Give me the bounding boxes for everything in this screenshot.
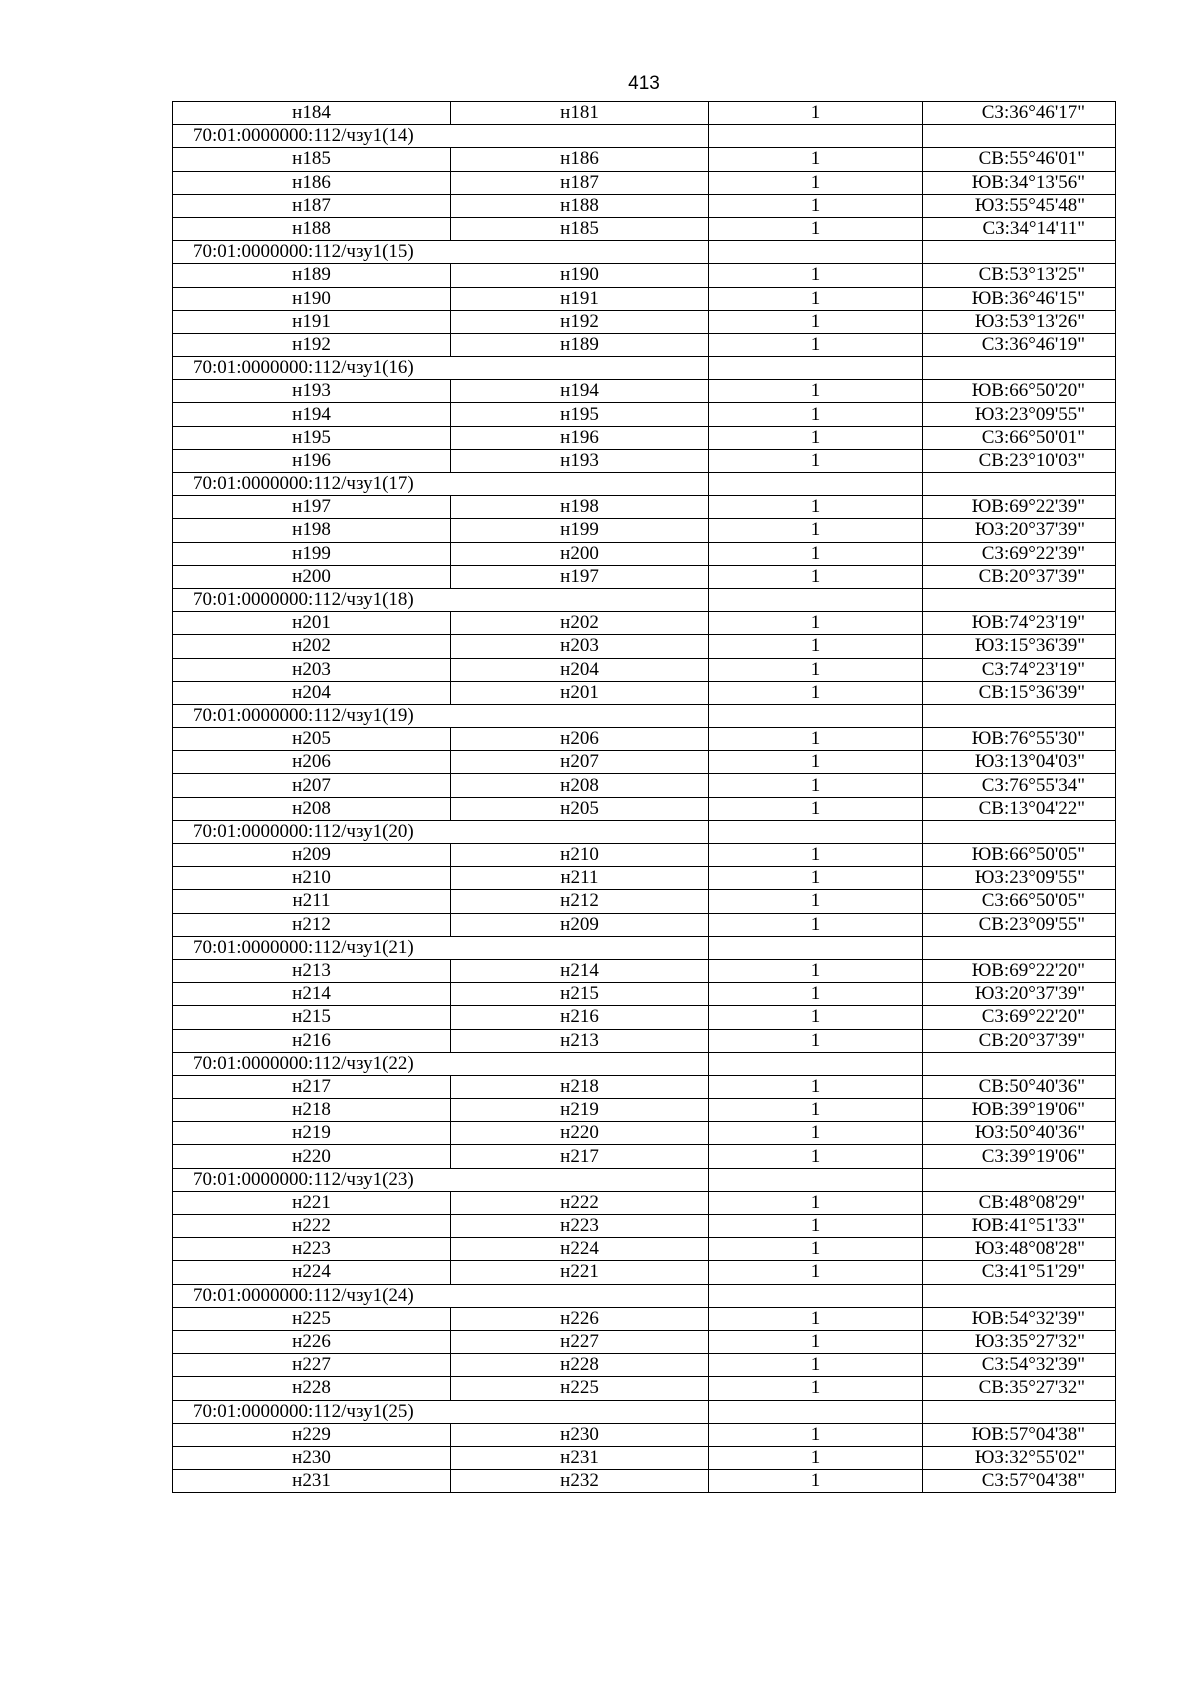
point-from: н205 — [173, 728, 451, 751]
point-to: н181 — [451, 102, 709, 125]
segment-count: 1 — [709, 1006, 923, 1029]
parcel-group-row — [173, 1052, 1116, 1075]
table-row — [173, 983, 1116, 1006]
point-to: н211 — [451, 867, 709, 890]
point-to: н191 — [451, 287, 709, 310]
point-from: н216 — [173, 1029, 451, 1052]
segment-count: 1 — [709, 1238, 923, 1261]
segment-count: 1 — [709, 844, 923, 867]
segment-count: 1 — [709, 1215, 923, 1238]
parcel-label: 70:01:0000000:112/чзу1(16) — [173, 357, 709, 380]
segment-count: 1 — [709, 333, 923, 356]
empty-cell — [923, 473, 1116, 496]
empty-cell — [923, 1400, 1116, 1423]
bearing: ЮВ:69°22'20" — [923, 959, 1116, 982]
segment-count: 1 — [709, 1099, 923, 1122]
point-from: н225 — [173, 1307, 451, 1330]
bearing: ЮЗ:20°37'39" — [923, 519, 1116, 542]
empty-cell — [709, 241, 923, 264]
segment-count: 1 — [709, 380, 923, 403]
point-to: н214 — [451, 959, 709, 982]
bearing: СЗ:54°32'39" — [923, 1354, 1116, 1377]
table-row — [173, 1145, 1116, 1168]
segment-count: 1 — [709, 403, 923, 426]
table-row — [173, 635, 1116, 658]
table-row — [173, 403, 1116, 426]
parcel-group-row — [173, 125, 1116, 148]
segment-count: 1 — [709, 1075, 923, 1098]
table-row — [173, 102, 1116, 125]
point-to: н196 — [451, 426, 709, 449]
segment-count: 1 — [709, 1261, 923, 1284]
segment-count: 1 — [709, 1122, 923, 1145]
point-to: н226 — [451, 1307, 709, 1330]
point-from: н196 — [173, 449, 451, 472]
segment-count: 1 — [709, 565, 923, 588]
point-from: н213 — [173, 959, 451, 982]
point-to: н190 — [451, 264, 709, 287]
point-from: н228 — [173, 1377, 451, 1400]
point-from: н194 — [173, 403, 451, 426]
point-to: н189 — [451, 333, 709, 356]
bearing: ЮЗ:23°09'55" — [923, 867, 1116, 890]
point-to: н187 — [451, 171, 709, 194]
point-from: н197 — [173, 496, 451, 519]
empty-cell — [923, 1284, 1116, 1307]
table-row — [173, 844, 1116, 867]
point-to: н224 — [451, 1238, 709, 1261]
table-row — [173, 565, 1116, 588]
point-from: н219 — [173, 1122, 451, 1145]
segment-count: 1 — [709, 635, 923, 658]
empty-cell — [923, 936, 1116, 959]
empty-cell — [923, 125, 1116, 148]
table-row — [173, 1354, 1116, 1377]
point-to: н228 — [451, 1354, 709, 1377]
point-from: н226 — [173, 1330, 451, 1353]
segment-count: 1 — [709, 612, 923, 635]
table-row — [173, 449, 1116, 472]
bearing: ЮВ:66°50'20" — [923, 380, 1116, 403]
point-from: н188 — [173, 217, 451, 240]
table-row — [173, 1470, 1116, 1493]
parcel-label: 70:01:0000000:112/чзу1(21) — [173, 936, 709, 959]
point-to: н194 — [451, 380, 709, 403]
boundary-table-body — [173, 102, 1116, 1493]
table-row — [173, 217, 1116, 240]
empty-cell — [709, 1052, 923, 1075]
segment-count: 1 — [709, 496, 923, 519]
parcel-label: 70:01:0000000:112/чзу1(17) — [173, 473, 709, 496]
point-from: н190 — [173, 287, 451, 310]
table-row — [173, 890, 1116, 913]
bearing: ЮВ:39°19'06" — [923, 1099, 1116, 1122]
point-to: н225 — [451, 1377, 709, 1400]
point-to: н188 — [451, 194, 709, 217]
point-from: н222 — [173, 1215, 451, 1238]
point-from: н207 — [173, 774, 451, 797]
point-from: н231 — [173, 1470, 451, 1493]
point-from: н185 — [173, 148, 451, 171]
segment-count: 1 — [709, 1330, 923, 1353]
point-to: н200 — [451, 542, 709, 565]
parcel-group-row — [173, 1168, 1116, 1191]
point-to: н221 — [451, 1261, 709, 1284]
bearing: СВ:23°10'03" — [923, 449, 1116, 472]
bearing: ЮЗ:55°45'48" — [923, 194, 1116, 217]
point-from: н218 — [173, 1099, 451, 1122]
empty-cell — [709, 1284, 923, 1307]
point-from: н215 — [173, 1006, 451, 1029]
point-to: н208 — [451, 774, 709, 797]
bearing: ЮЗ:53°13'26" — [923, 310, 1116, 333]
segment-count: 1 — [709, 1029, 923, 1052]
table-row — [173, 1261, 1116, 1284]
point-from: н223 — [173, 1238, 451, 1261]
bearing: СВ:20°37'39" — [923, 565, 1116, 588]
point-to: н204 — [451, 658, 709, 681]
segment-count: 1 — [709, 148, 923, 171]
segment-count: 1 — [709, 102, 923, 125]
point-from: н221 — [173, 1191, 451, 1214]
point-to: н222 — [451, 1191, 709, 1214]
bearing: СЗ:69°22'20" — [923, 1006, 1116, 1029]
page-number: 413 — [628, 73, 660, 94]
point-from: н210 — [173, 867, 451, 890]
table-row — [173, 1099, 1116, 1122]
point-from: н209 — [173, 844, 451, 867]
bearing: ЮЗ:20°37'39" — [923, 983, 1116, 1006]
table-row — [173, 194, 1116, 217]
bearing: СЗ:39°19'06" — [923, 1145, 1116, 1168]
parcel-label: 70:01:0000000:112/чзу1(19) — [173, 704, 709, 727]
point-to: н205 — [451, 797, 709, 820]
segment-count: 1 — [709, 1307, 923, 1330]
empty-cell — [709, 125, 923, 148]
table-row — [173, 1238, 1116, 1261]
point-to: н217 — [451, 1145, 709, 1168]
segment-count: 1 — [709, 1354, 923, 1377]
segment-count: 1 — [709, 1377, 923, 1400]
bearing: ЮЗ:13°04'03" — [923, 751, 1116, 774]
bearing: ЮВ:36°46'15" — [923, 287, 1116, 310]
parcel-group-row — [173, 820, 1116, 843]
table-row — [173, 797, 1116, 820]
point-from: н211 — [173, 890, 451, 913]
segment-count: 1 — [709, 959, 923, 982]
table-row — [173, 426, 1116, 449]
point-to: н201 — [451, 681, 709, 704]
bearing: СЗ:41°51'29" — [923, 1261, 1116, 1284]
bearing: ЮЗ:48°08'28" — [923, 1238, 1116, 1261]
point-to: н206 — [451, 728, 709, 751]
point-to: н185 — [451, 217, 709, 240]
parcel-label: 70:01:0000000:112/чзу1(24) — [173, 1284, 709, 1307]
point-to: н207 — [451, 751, 709, 774]
parcel-label: 70:01:0000000:112/чзу1(15) — [173, 241, 709, 264]
empty-cell — [709, 820, 923, 843]
bearing: СЗ:34°14'11" — [923, 217, 1116, 240]
segment-count: 1 — [709, 658, 923, 681]
parcel-label: 70:01:0000000:112/чзу1(20) — [173, 820, 709, 843]
point-to: н232 — [451, 1470, 709, 1493]
point-from: н214 — [173, 983, 451, 1006]
segment-count: 1 — [709, 1423, 923, 1446]
point-from: н186 — [173, 171, 451, 194]
point-from: н208 — [173, 797, 451, 820]
segment-count: 1 — [709, 449, 923, 472]
table-row — [173, 1307, 1116, 1330]
boundary-table — [172, 101, 1116, 1493]
table-row — [173, 1191, 1116, 1214]
segment-count: 1 — [709, 1446, 923, 1469]
point-to: н186 — [451, 148, 709, 171]
bearing: СВ:55°46'01" — [923, 148, 1116, 171]
point-to: н195 — [451, 403, 709, 426]
table-row — [173, 287, 1116, 310]
segment-count: 1 — [709, 519, 923, 542]
point-to: н231 — [451, 1446, 709, 1469]
empty-cell — [709, 1400, 923, 1423]
bearing: СЗ:66°50'01" — [923, 426, 1116, 449]
segment-count: 1 — [709, 542, 923, 565]
point-from: н189 — [173, 264, 451, 287]
table-row — [173, 1330, 1116, 1353]
segment-count: 1 — [709, 287, 923, 310]
point-from: н200 — [173, 565, 451, 588]
table-row — [173, 1377, 1116, 1400]
table-row — [173, 264, 1116, 287]
bearing: СЗ:66°50'05" — [923, 890, 1116, 913]
point-to: н203 — [451, 635, 709, 658]
bearing: ЮЗ:32°55'02" — [923, 1446, 1116, 1469]
bearing: ЮЗ:23°09'55" — [923, 403, 1116, 426]
parcel-group-row — [173, 704, 1116, 727]
table-row — [173, 681, 1116, 704]
point-from: н195 — [173, 426, 451, 449]
point-to: н220 — [451, 1122, 709, 1145]
point-to: н213 — [451, 1029, 709, 1052]
table-row — [173, 542, 1116, 565]
bearing: СЗ:76°55'34" — [923, 774, 1116, 797]
point-from: н199 — [173, 542, 451, 565]
parcel-group-row — [173, 936, 1116, 959]
segment-count: 1 — [709, 1470, 923, 1493]
bearing: СЗ:57°04'38" — [923, 1470, 1116, 1493]
empty-cell — [923, 241, 1116, 264]
table-row — [173, 496, 1116, 519]
table-row — [173, 1006, 1116, 1029]
point-to: н199 — [451, 519, 709, 542]
bearing: СЗ:36°46'17" — [923, 102, 1116, 125]
bearing: СВ:20°37'39" — [923, 1029, 1116, 1052]
point-from: н202 — [173, 635, 451, 658]
table-row — [173, 1423, 1116, 1446]
bearing: СЗ:74°23'19" — [923, 658, 1116, 681]
segment-count: 1 — [709, 751, 923, 774]
point-to: н209 — [451, 913, 709, 936]
bearing: ЮВ:66°50'05" — [923, 844, 1116, 867]
bearing: ЮВ:69°22'39" — [923, 496, 1116, 519]
table-row — [173, 380, 1116, 403]
empty-cell — [709, 704, 923, 727]
point-to: н230 — [451, 1423, 709, 1446]
point-to: н192 — [451, 310, 709, 333]
parcel-group-row — [173, 473, 1116, 496]
table-row — [173, 148, 1116, 171]
empty-cell — [923, 1052, 1116, 1075]
segment-count: 1 — [709, 913, 923, 936]
table-row — [173, 612, 1116, 635]
point-from: н184 — [173, 102, 451, 125]
empty-cell — [923, 820, 1116, 843]
bearing: СЗ:69°22'39" — [923, 542, 1116, 565]
point-to: н198 — [451, 496, 709, 519]
parcel-label: 70:01:0000000:112/чзу1(22) — [173, 1052, 709, 1075]
table-row — [173, 867, 1116, 890]
point-from: н227 — [173, 1354, 451, 1377]
table-row — [173, 1122, 1116, 1145]
bearing: СВ:13°04'22" — [923, 797, 1116, 820]
segment-count: 1 — [709, 217, 923, 240]
point-from: н193 — [173, 380, 451, 403]
segment-count: 1 — [709, 171, 923, 194]
segment-count: 1 — [709, 1145, 923, 1168]
segment-count: 1 — [709, 797, 923, 820]
empty-cell — [923, 357, 1116, 380]
table-row — [173, 1215, 1116, 1238]
bearing: ЮВ:57°04'38" — [923, 1423, 1116, 1446]
segment-count: 1 — [709, 194, 923, 217]
table-row — [173, 728, 1116, 751]
segment-count: 1 — [709, 867, 923, 890]
bearing: СВ:35°27'32" — [923, 1377, 1116, 1400]
point-to: н193 — [451, 449, 709, 472]
point-to: н223 — [451, 1215, 709, 1238]
empty-cell — [709, 1168, 923, 1191]
table-row — [173, 959, 1116, 982]
parcel-label: 70:01:0000000:112/чзу1(18) — [173, 588, 709, 611]
parcel-label: 70:01:0000000:112/чзу1(25) — [173, 1400, 709, 1423]
point-from: н191 — [173, 310, 451, 333]
bearing: СЗ:36°46'19" — [923, 333, 1116, 356]
point-from: н187 — [173, 194, 451, 217]
bearing: ЮВ:41°51'33" — [923, 1215, 1116, 1238]
point-to: н202 — [451, 612, 709, 635]
table-row — [173, 171, 1116, 194]
point-from: н203 — [173, 658, 451, 681]
parcel-group-row — [173, 357, 1116, 380]
point-to: н215 — [451, 983, 709, 1006]
table-row — [173, 658, 1116, 681]
point-from: н206 — [173, 751, 451, 774]
empty-cell — [923, 704, 1116, 727]
bearing: ЮВ:54°32'39" — [923, 1307, 1116, 1330]
empty-cell — [709, 357, 923, 380]
table-row — [173, 1446, 1116, 1469]
bearing: ЮЗ:15°36'39" — [923, 635, 1116, 658]
segment-count: 1 — [709, 983, 923, 1006]
bearing: СВ:50°40'36" — [923, 1075, 1116, 1098]
table-row — [173, 913, 1116, 936]
point-from: н192 — [173, 333, 451, 356]
table-row — [173, 1029, 1116, 1052]
parcel-group-row — [173, 588, 1116, 611]
segment-count: 1 — [709, 890, 923, 913]
point-to: н210 — [451, 844, 709, 867]
point-from: н229 — [173, 1423, 451, 1446]
parcel-group-row — [173, 241, 1116, 264]
segment-count: 1 — [709, 426, 923, 449]
point-from: н204 — [173, 681, 451, 704]
segment-count: 1 — [709, 728, 923, 751]
parcel-group-row — [173, 1400, 1116, 1423]
table-row — [173, 519, 1116, 542]
point-from: н198 — [173, 519, 451, 542]
parcel-label: 70:01:0000000:112/чзу1(23) — [173, 1168, 709, 1191]
segment-count: 1 — [709, 774, 923, 797]
segment-count: 1 — [709, 1191, 923, 1214]
bearing: СВ:48°08'29" — [923, 1191, 1116, 1214]
point-to: н216 — [451, 1006, 709, 1029]
point-from: н224 — [173, 1261, 451, 1284]
empty-cell — [709, 473, 923, 496]
segment-count: 1 — [709, 264, 923, 287]
segment-count: 1 — [709, 681, 923, 704]
empty-cell — [709, 936, 923, 959]
point-to: н227 — [451, 1330, 709, 1353]
bearing: СВ:53°13'25" — [923, 264, 1116, 287]
point-from: н212 — [173, 913, 451, 936]
table-row — [173, 1075, 1116, 1098]
point-to: н218 — [451, 1075, 709, 1098]
bearing: СВ:15°36'39" — [923, 681, 1116, 704]
table-row — [173, 333, 1116, 356]
segment-count: 1 — [709, 310, 923, 333]
point-to: н197 — [451, 565, 709, 588]
table-row — [173, 310, 1116, 333]
empty-cell — [923, 588, 1116, 611]
bearing: ЮВ:34°13'56" — [923, 171, 1116, 194]
point-to: н219 — [451, 1099, 709, 1122]
point-from: н217 — [173, 1075, 451, 1098]
point-to: н212 — [451, 890, 709, 913]
parcel-label: 70:01:0000000:112/чзу1(14) — [173, 125, 709, 148]
bearing: ЮВ:74°23'19" — [923, 612, 1116, 635]
point-from: н230 — [173, 1446, 451, 1469]
empty-cell — [709, 588, 923, 611]
bearing: ЮЗ:50°40'36" — [923, 1122, 1116, 1145]
table-row — [173, 751, 1116, 774]
point-from: н201 — [173, 612, 451, 635]
parcel-group-row — [173, 1284, 1116, 1307]
bearing: ЮВ:76°55'30" — [923, 728, 1116, 751]
bearing: ЮЗ:35°27'32" — [923, 1330, 1116, 1353]
point-from: н220 — [173, 1145, 451, 1168]
bearing: СВ:23°09'55" — [923, 913, 1116, 936]
empty-cell — [923, 1168, 1116, 1191]
table-row — [173, 774, 1116, 797]
